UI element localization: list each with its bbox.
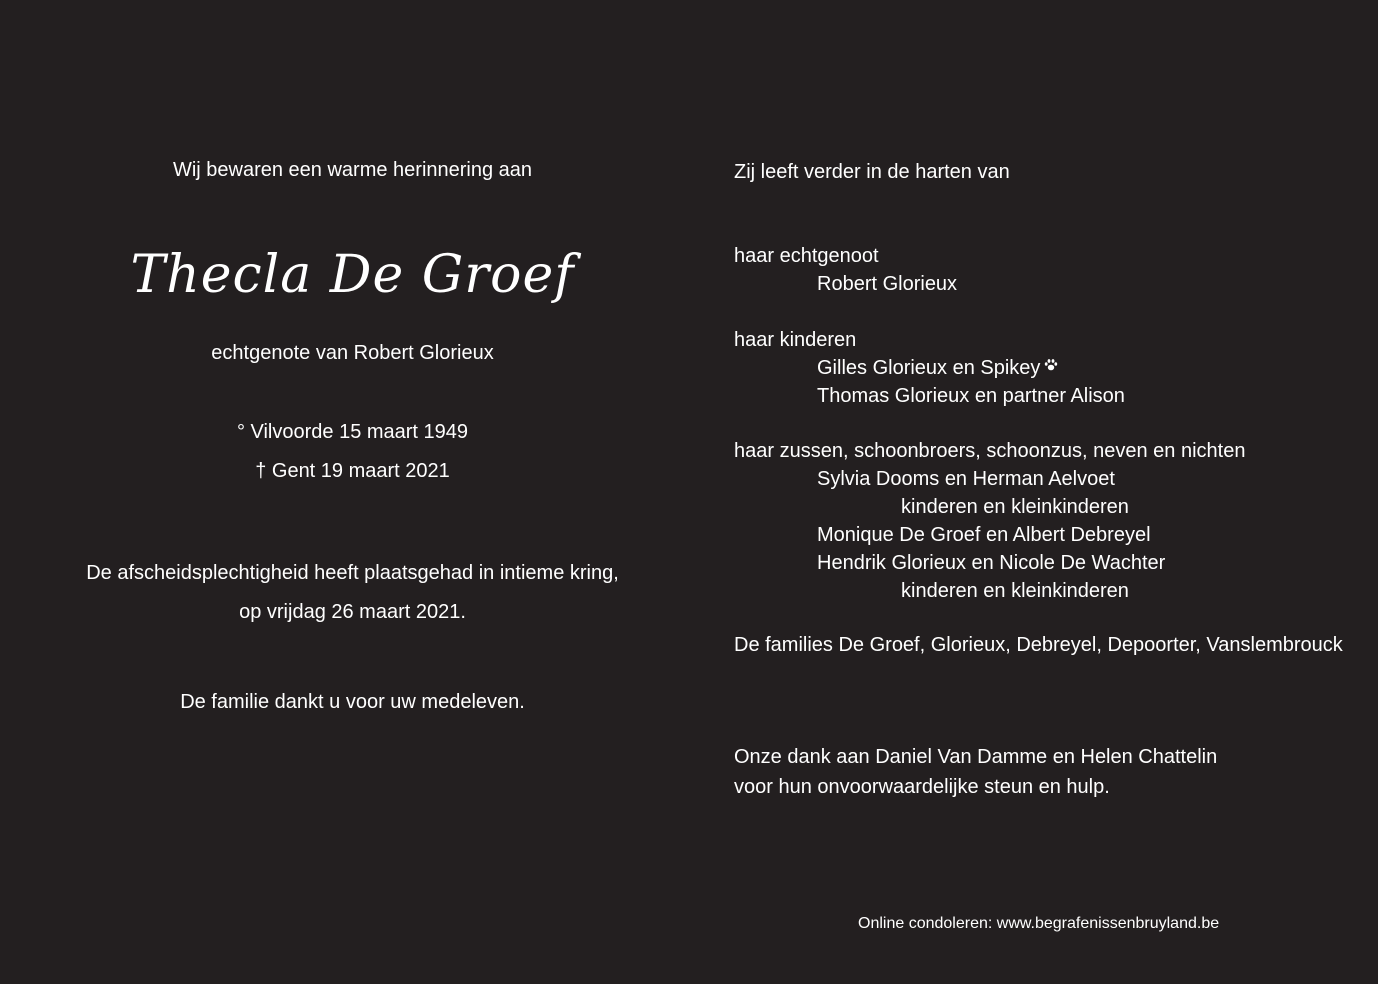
intro-text: Wij bewaren een warme herinnering aan (172, 159, 533, 181)
relative-3-sub: kinderen en kleinkinderen (901, 580, 1129, 602)
paw-print-icon (1044, 352, 1058, 380)
ceremony-line-1: De afscheidsplechtigheid heeft plaatsgehad in intieme kring, (86, 562, 619, 584)
gratitude-line-1: Onze dank aan Daniel Van Damme en Helen Chattelin (734, 746, 1218, 768)
relatives-heading: haar zussen, schoonbroers, schoonzus, neven en nichten (734, 440, 1246, 462)
husband-heading: haar echtgenoot (734, 245, 879, 267)
survivors-intro: Zij leeft verder in de harten van (734, 161, 1010, 183)
spouse-line: echtgenote van Robert Glorieux (211, 342, 494, 364)
gratitude-line-2: voor hun onvoorwaardelijke steun en hulp. (734, 776, 1110, 798)
relative-1-sub: kinderen en kleinkinderen (901, 496, 1129, 518)
families-line: De families De Groef, Glorieux, Debreyel, Depoorter, Vanslembrouck (734, 634, 1343, 656)
deceased-name: Thecla De Groef (130, 245, 575, 305)
relative-3: Hendrik Glorieux en Nicole De Wachter (817, 552, 1166, 574)
children-heading: haar kinderen (734, 329, 857, 351)
relative-1: Sylvia Dooms en Herman Aelvoet (817, 468, 1115, 490)
child-1 (734, 354, 1378, 382)
death-line: † Gent 19 maart 2021 (255, 460, 450, 482)
relative-2: Monique De Groef en Albert Debreyel (817, 524, 1151, 546)
husband-name: Robert Glorieux (817, 273, 958, 295)
online-condolences: Online condoleren: www.begrafenissenbruyland.be (858, 915, 1220, 932)
child-1-name: Gilles Glorieux en Spikey (817, 357, 1041, 379)
child-2: Thomas Glorieux en partner Alison (817, 385, 1125, 407)
family-thanks: De familie dankt u voor uw medeleven. (180, 691, 525, 713)
ceremony-line-2: op vrijdag 26 maart 2021. (239, 601, 466, 623)
birth-line: ° Vilvoorde 15 maart 1949 (236, 421, 469, 443)
